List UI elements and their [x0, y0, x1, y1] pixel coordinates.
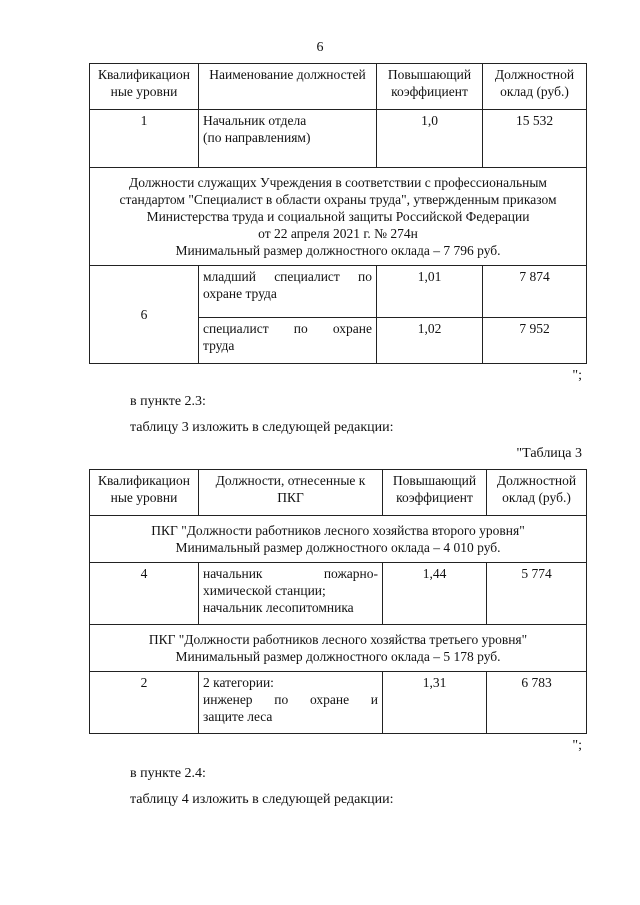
- header-qualification-levels: Квалификацион ные уровни: [90, 64, 199, 110]
- section-row: [90, 625, 587, 672]
- section-line: от 22 апреля 2021 г. № 274н: [258, 226, 418, 241]
- position-name-line: младший специалист по: [203, 269, 372, 284]
- paragraph-table-4-intro: таблицу 4 изложить в следующей редакции:: [130, 792, 394, 807]
- min-salary-line: Минимальный размер должностного оклада – 5 178 руб.: [175, 649, 501, 664]
- table-header-row: [90, 470, 587, 516]
- section-line: ПКГ "Должности работников лесного хозяйства второго уровня": [151, 523, 525, 538]
- paragraph-table-3-intro: таблицу 3 изложить в следующей редакции:: [130, 420, 394, 435]
- section-line: Должности служащих Учреждения в соответствии с профессиональным: [129, 175, 547, 190]
- position-name-line: специалист по охране: [203, 321, 372, 336]
- qualification-level: 6: [90, 266, 199, 364]
- header-pkg-positions: Должности, отнесенные к ПКГ: [199, 470, 383, 516]
- coefficient-value: 1,44: [383, 563, 487, 625]
- page-number: 6: [316, 40, 324, 55]
- table-row: [90, 563, 587, 625]
- min-salary-line: Минимальный размер должностного оклада – 4 010 руб.: [175, 540, 501, 555]
- table-3-closing-quote: ";: [572, 738, 582, 753]
- salary-value: 5 774: [487, 563, 587, 625]
- salary-table-1: [89, 63, 587, 364]
- position-name-line: Начальник отдела: [203, 113, 307, 128]
- coefficient-value: 1,31: [383, 672, 487, 734]
- header-qualification-levels: Квалификацион ные уровни: [90, 470, 199, 516]
- position-name-line: начальник лесопитомника: [203, 600, 354, 615]
- header-coefficient: Повышающий коэффициент: [377, 64, 483, 110]
- paragraph-item-2-4: в пункте 2.4:: [130, 766, 206, 781]
- position-name: [199, 110, 377, 168]
- position-name: [199, 563, 383, 625]
- table-1-closing-quote: ";: [572, 368, 582, 383]
- coefficient-value: 1,01: [377, 266, 483, 318]
- position-name-line: (по направлениям): [203, 130, 311, 145]
- header-salary: Должностной оклад (руб.): [487, 470, 587, 516]
- section-line: ПКГ "Должности работников лесного хозяйства третьего уровня": [148, 632, 528, 647]
- section-row: [90, 516, 587, 563]
- table-row: [90, 110, 587, 168]
- position-name-line: начальник пожарно-: [203, 566, 378, 581]
- position-name-line: охране труда: [203, 286, 277, 301]
- section-line: Министерства труда и социальной защиты Российской Федерации: [146, 209, 530, 224]
- position-name-line: 2 категории:: [203, 675, 274, 690]
- qualification-level: 1: [90, 110, 199, 168]
- position-name: [199, 318, 377, 364]
- table-3-caption: "Таблица 3: [516, 446, 582, 461]
- position-name-line: инженер по охране и: [203, 692, 378, 707]
- position-name: [199, 672, 383, 734]
- section-heading: [90, 625, 587, 672]
- salary-table-3: [89, 469, 587, 734]
- table-row: [90, 266, 587, 318]
- coefficient-value: 1,02: [377, 318, 483, 364]
- salary-value: 15 532: [483, 110, 587, 168]
- position-name: [199, 266, 377, 318]
- section-row: [90, 168, 587, 266]
- section-heading: [90, 168, 587, 266]
- section-line: стандартом "Специалист в области охраны труда", утвержденным приказом: [119, 192, 557, 207]
- paragraph-item-2-3: в пункте 2.3:: [130, 394, 206, 409]
- header-position-name: Наименование должностей: [199, 64, 377, 110]
- qualification-level: 4: [90, 563, 199, 625]
- table-header-row: [90, 64, 587, 110]
- position-name-line: химической станции;: [203, 583, 326, 598]
- header-coefficient: Повышающий коэффициент: [383, 470, 487, 516]
- position-name-line: труда: [203, 338, 235, 353]
- coefficient-value: 1,0: [377, 110, 483, 168]
- salary-value: 7 874: [483, 266, 587, 318]
- section-heading: [90, 516, 587, 563]
- min-salary-line: Минимальный размер должностного оклада – 7 796 руб.: [175, 243, 501, 258]
- position-name-line: защите леса: [203, 709, 273, 724]
- qualification-level: 2: [90, 672, 199, 734]
- header-salary: Должностной оклад (руб.): [483, 64, 587, 110]
- table-row: [90, 672, 587, 734]
- salary-value: 7 952: [483, 318, 587, 364]
- salary-value: 6 783: [487, 672, 587, 734]
